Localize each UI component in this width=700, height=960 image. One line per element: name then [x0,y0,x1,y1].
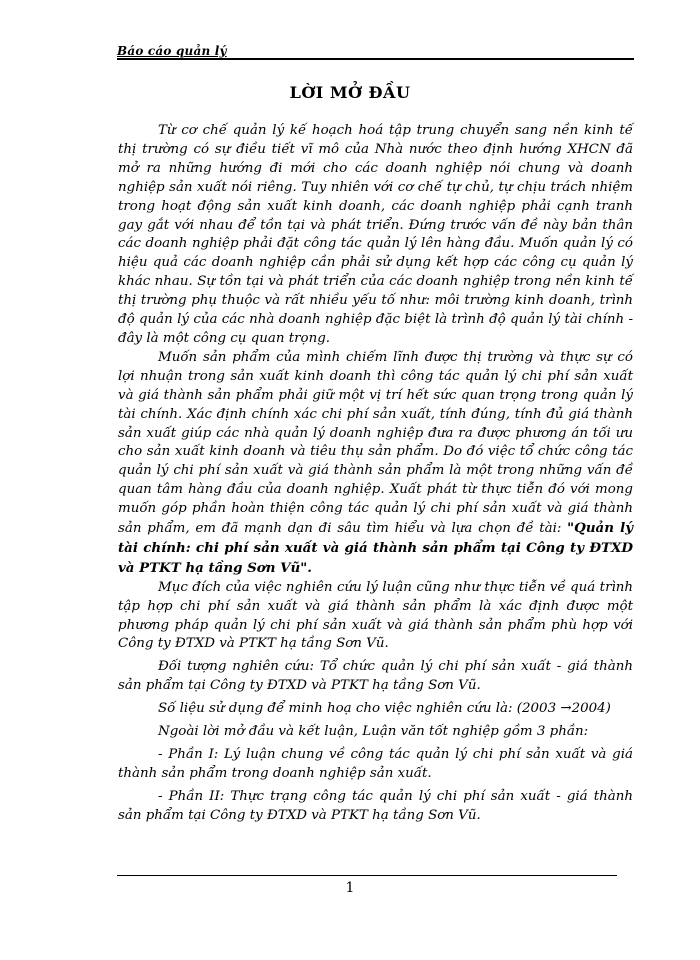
paragraph-motivation [118,349,633,579]
document-body [118,122,633,826]
paragraph-structure: Ngoài lời mở đầu và kết luận, Luận văn tốt nghiệp gồm 3 phần: [158,724,589,740]
running-header: Báo cáo quản lý [117,44,227,58]
list-item-part-2: - Phần II: Thực trạng công tác quản lý chi phí sản xuất - giá thành sản phẩm tại Công ty ĐTXD và PTKT hạ tầng Sơn Vũ. [118,788,633,823]
list-item-part-1: - Phần I: Lý luận chung về công tác quản lý chi phí sản xuất và giá thành sản phẩm trong doanh nghiệp sản xuất. [118,747,633,781]
page-number: 1 [345,880,355,896]
paragraph-purpose: Mục đích của việc nghiên cứu lý luận cũng như thực tiễn về quá trình tập hợp chi phí sản xuất và giá thành sản phẩm là xác định được một phương pháp quản lý chi phí sản xuất và giá thành sản phẩm phù hợp với Công ty ĐTXD và PTKT hạ tầng Sơn Vũ. [118,579,633,652]
paragraph-data-range: Số liệu sử dụng để minh hoạ cho việc nghiên cứu là: (2003 →2004) [158,701,611,717]
footer-rule [117,875,617,876]
paragraph-motivation-text: Muốn sản phẩm của mình chiếm lĩnh được thị trường và thực sự có lợi nhuận trong sản xuất kinh doanh thì công tác quản lý chi phí sản xuất và giá thành sản phẩm phải giữ một vị trí hết sức quan trọng trong quản lý tài chính. Xác định chính xác chi phí sản xuất, tính đúng, tính đủ giá thành sản xuất giúp các nhà quản lý doanh nghiệp đưa ra được phương án tối ưu cho sản xuất kinh doanh và tiêu thụ sản phẩm. Do đó việc tổ chức công tác quản lý chi phí sản xuất và giá thành sản phẩm là một trong những vấn đề quan tâm hàng đầu của doanh nghiệp. Xuất phát từ thực tiễn đó với mong muốn góp phần hoàn thiện công tác quản lý chi phí sản xuất và giá thành sản phẩm, em đã mạnh dạn đi sâu tìm hiểu và lựa chọn đề tài: [118,349,633,537]
paragraph-intro: Từ cơ chế quản lý kế hoạch hoá tập trung chuyển sang nền kinh tế thị trường có sự điều tiết vĩ mô của Nhà nước theo định hướng XHCN đã mở ra những hướng đi mới cho các doanh nghiệp nói chung và doanh nghiệp sản xuất nói riêng. Tuy nhiên với cơ chế tự chủ, tự chịu trách nhiệm trong hoạt động sản xuất kinh doanh, các doanh nghiệp phải cạnh tranh gay gắt với nhau để tồn tại và phát triển. Đứng trước vấn đề này bản thân các doanh nghiệp phải đặt công tác quản lý lên hàng đầu. Muốn quản lý có hiệu quả các doanh nghiệp cần phải sử dụng kết hợp các công cụ quản lý khác nhau. Sự tồn tại và phát triển của các doanh nghiệp trong nền kinh tế thị trường phụ thuộc và rất nhiều yếu tố như: môi trường kinh doanh, trình độ quản lý của các nhà doanh nghiệp đặc biệt là trình độ quản lý tài chính - đây là một công cụ quan trọng. [118,123,633,346]
paragraph-subject: Đối tượng nghiên cứu: Tổ chức quản lý chi phí sản xuất - giá thành sản phẩm tại Công ty ĐTXD và PTKT hạ tầng Sơn Vũ. [118,659,633,694]
thesis-topic: "Quản lý tài chính: chi phí sản xuất và giá thành sản phẩm tại Công ty ĐTXD và PTKT hạ tầng Sơn Vũ". [118,520,633,576]
page-title: LỜI MỞ ĐẦU [289,83,411,102]
header-rule [117,58,634,60]
